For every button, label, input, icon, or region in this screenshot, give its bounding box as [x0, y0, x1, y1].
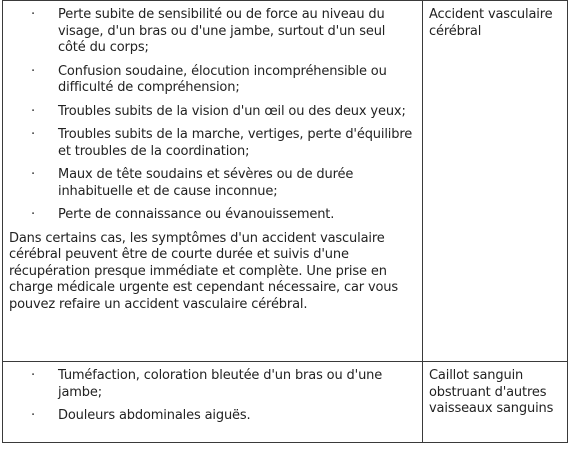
symptom-text: Maux de tête soudains et sévères ou de durée inhabituelle et de cause inconnue;: [58, 167, 354, 199]
symptom-text: Perte de connaissance ou évanouissement.: [58, 207, 335, 222]
symptom-table: [2, 0, 568, 443]
list-item: [9, 7, 416, 57]
bullet: ·: [31, 408, 35, 423]
list-item: [9, 368, 416, 401]
condition-cell: [423, 362, 568, 443]
list-item: [9, 207, 416, 224]
note-paragraph: Dans certains cas, les symptômes d'un accident vasculaire cérébral peuvent être de courte durée et suivis d'une récupération presque immédiate et complète. Une prise en charge médicale urgente est cependant nécessaire, car vous pouvez refaire un accident vasculaire cérébral.: [9, 230, 399, 312]
symptom-text: Douleurs abdominales aiguës.: [58, 408, 251, 423]
condition-text: Accident vasculaire cérébral: [429, 7, 553, 39]
bullet: ·: [31, 207, 35, 222]
bullet: ·: [31, 127, 35, 142]
symptom-list: [9, 7, 416, 224]
list-item: [9, 167, 416, 200]
symptom-text: Perte subite de sensibilité ou de force au niveau du visage, d'un bras ou d'une jambe, surtout d'un seul côté du corps;: [58, 7, 386, 55]
bullet: ·: [31, 167, 35, 182]
symptoms-cell: [3, 1, 423, 362]
table-row: [3, 362, 568, 443]
table-row: [3, 1, 568, 362]
list-item: [9, 127, 416, 160]
symptom-text: Troubles subits de la vision d'un œil ou des deux yeux;: [58, 103, 406, 119]
list-item: [9, 64, 416, 97]
symptom-text: Troubles subits de la marche, vertiges, perte d'équilibre et troubles de la coordination;: [58, 127, 413, 159]
bullet: ·: [31, 63, 35, 79]
bullet: ·: [31, 103, 35, 119]
symptom-list: [9, 368, 416, 425]
list-item: [9, 408, 416, 425]
condition-cell: [423, 1, 568, 362]
bullet: ·: [31, 368, 35, 383]
symptom-text: Confusion soudaine, élocution incompréhensible ou difficulté de compréhension;: [58, 63, 387, 95]
condition-text: Caillot sanguin obstruant d'autres vaisseaux sanguins: [429, 368, 554, 416]
list-item: [9, 104, 416, 121]
bullet: ·: [31, 7, 35, 22]
symptoms-cell: [3, 362, 423, 443]
symptom-text: Tuméfaction, coloration bleutée d'un bras ou d'une jambe;: [58, 368, 383, 400]
